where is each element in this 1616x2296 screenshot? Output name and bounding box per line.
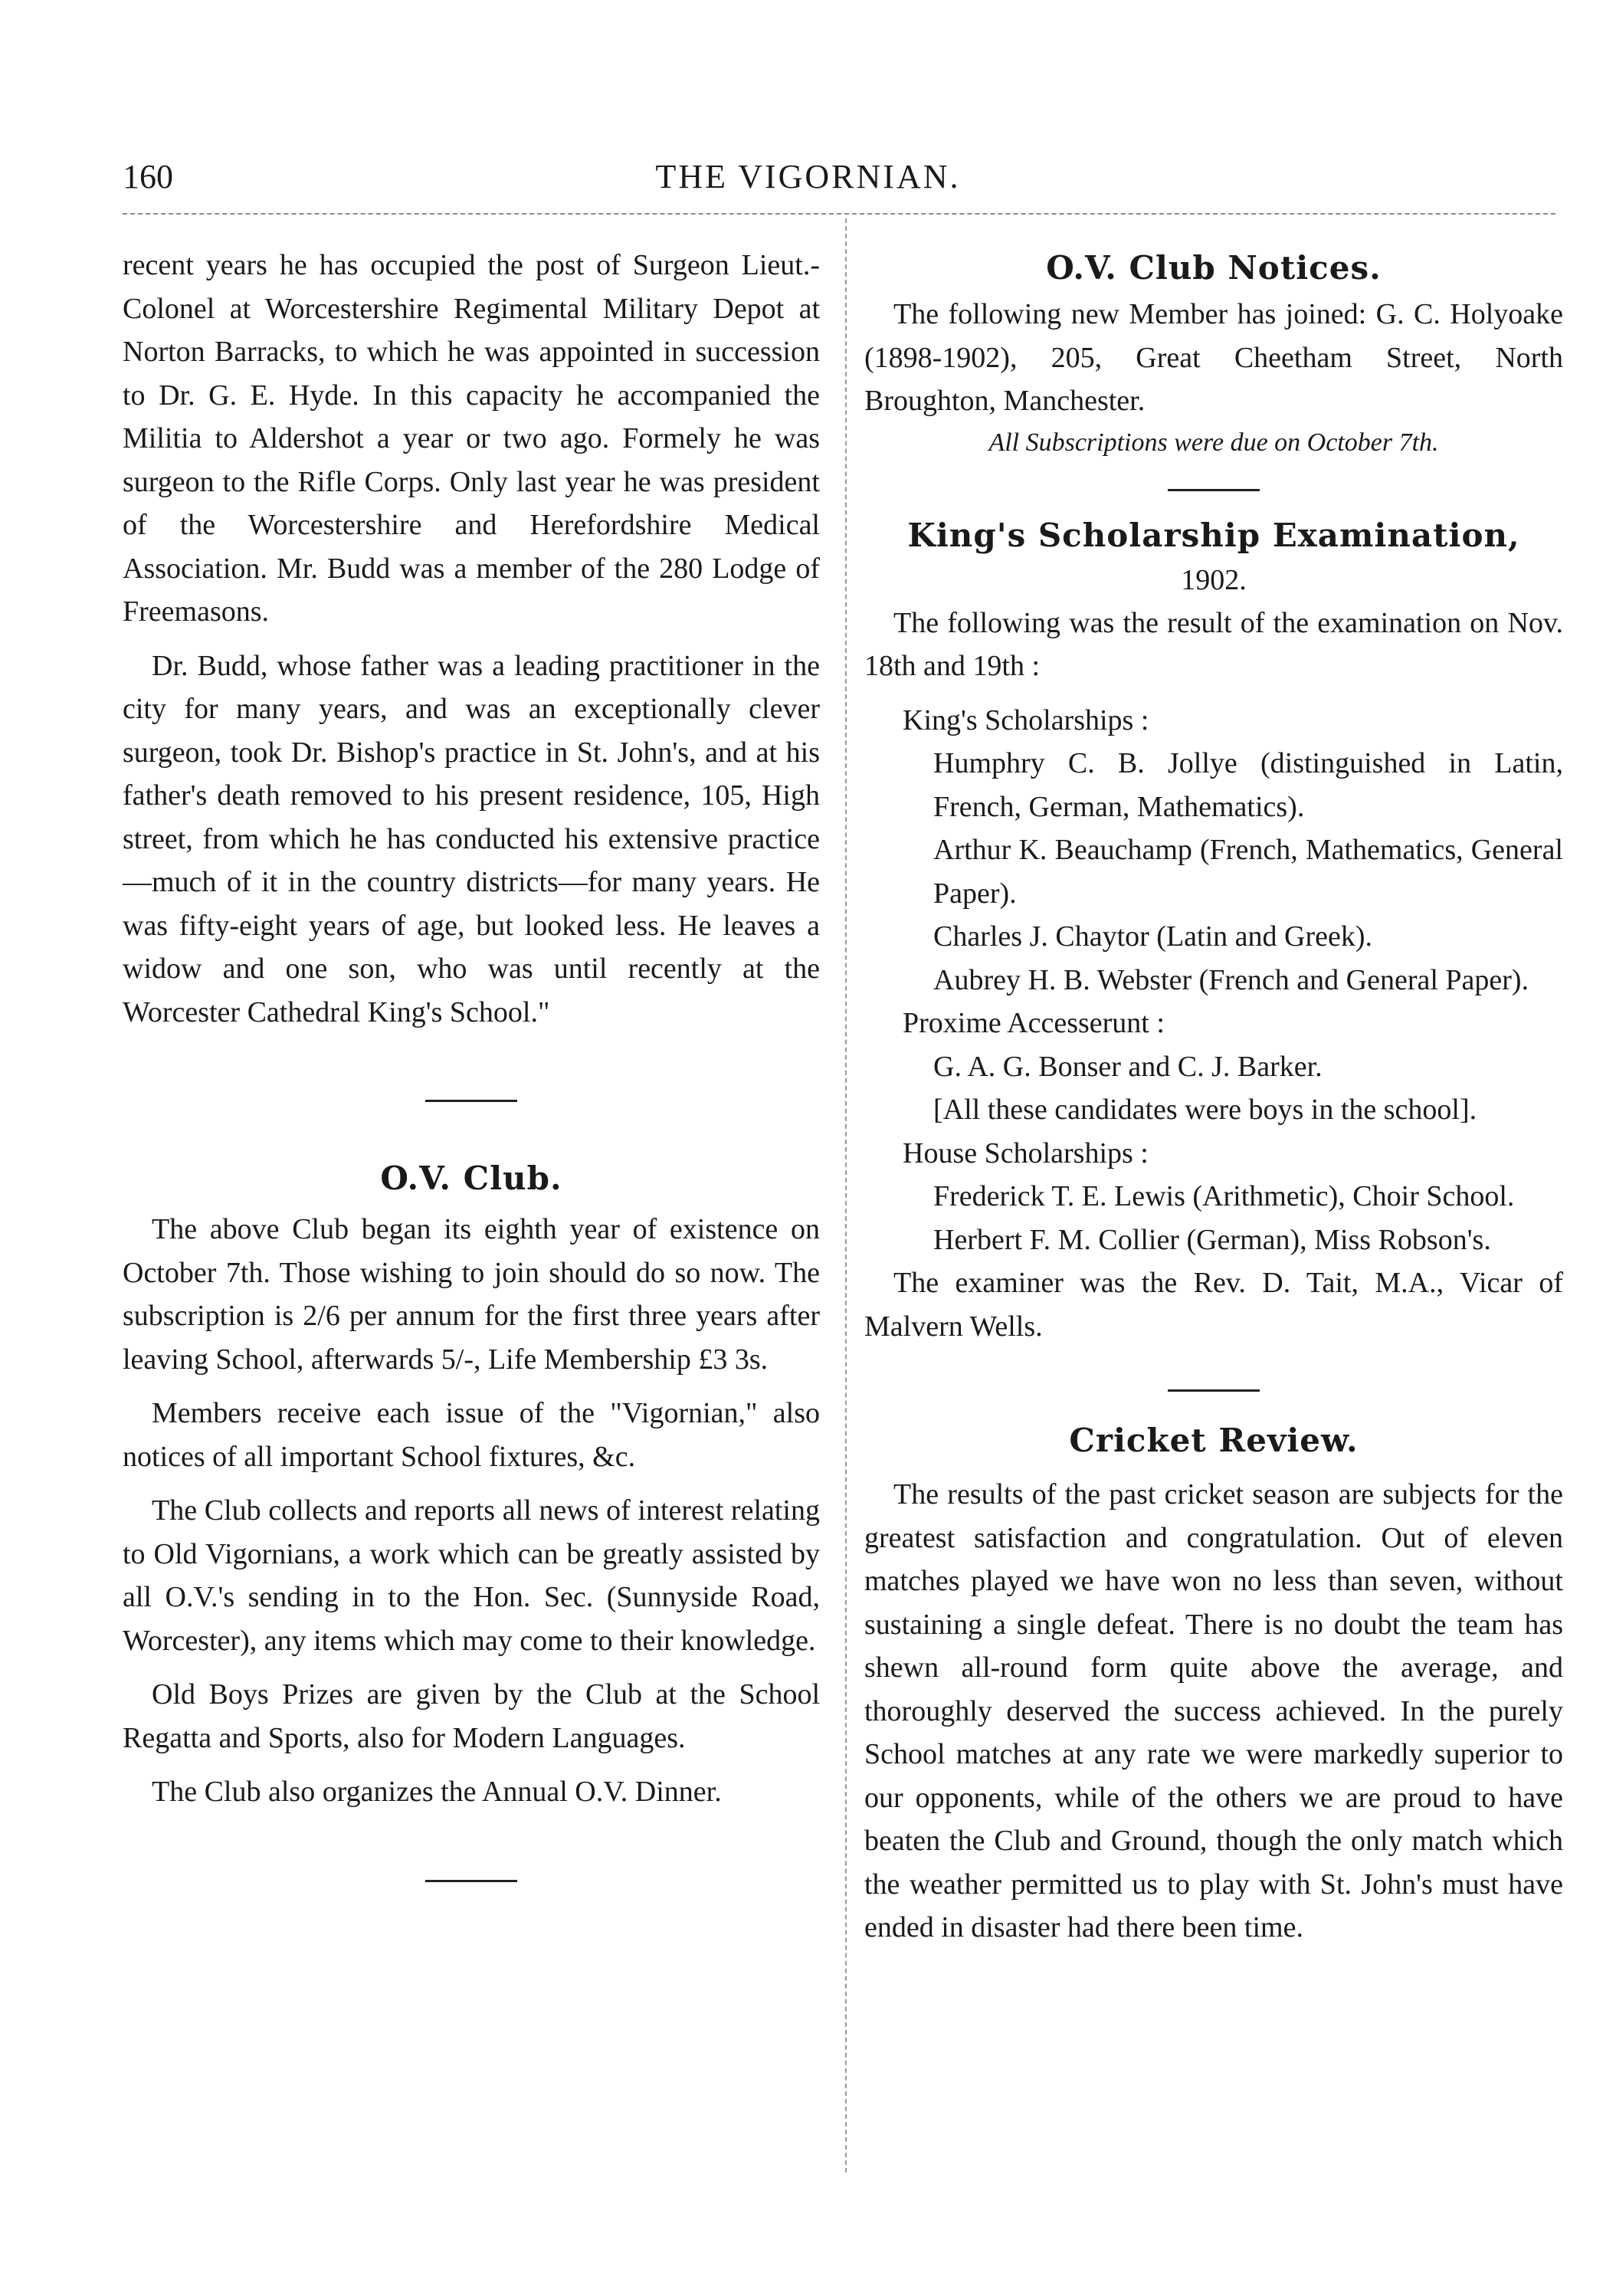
proxime-names: G. A. G. Bonser and C. J. Barker. (933, 1050, 1323, 1083)
club-notices-title: O.V. Club Notices. (1046, 249, 1382, 287)
club-notices-text: The following new Member has joined: G. C. Holyoake (1898-1902), 205, Great Cheetham Street, North Broughton, Manchester. (864, 298, 1563, 417)
obituary-paragraph-2: Dr. Budd, whose father was a leading practitioner in the city for many years, and was an exceptionally clever surgeon, took Dr. Bishop's practice in St. John's, and at his father's death removed to his present residence, 105, High street, from which he has conducted his extensive practice—much of it in the country districts—for many years. He was fifty-eight years of age, but looked less. He leaves a widow and one son, who was until recently at the Worcester Cathedral King's School." (123, 649, 820, 1028)
list-item: Aubrey H. B. Webster (French and General Paper). (933, 963, 1529, 996)
ov-club-paragraph-2: Members receive each issue of the "Vigornian," also notices of all important School fixtures, &c. (123, 1397, 820, 1473)
section-rule (425, 1100, 517, 1102)
cricket-review-text: The results of the past cricket season are subjects for the greatest satisfaction and congratulation. Out of eleven matches played we have won no less than seven, without sustaining a single defeat. There is no doubt the team has shewn all-round form quite above the average, and thoroughly deserved the success achieved. In the purely School matches at any rate we were markedly superior to our opponents, while of the others we are proud to have beaten the Club and Ground, though the only match which the weather permitted us to play with St. John's must have ended in disaster had there been time. (864, 1478, 1563, 1943)
ov-club-title: O.V. Club. (380, 1159, 562, 1197)
subscriptions-note: All Subscriptions were due on October 7th. (988, 428, 1439, 457)
section-rule (425, 1880, 517, 1882)
section-rule (1168, 489, 1260, 491)
kings-exam-intro: The following was the result of the examination on Nov. 18th and 19th : (864, 606, 1563, 682)
cricket-review-title: Cricket Review. (1069, 1422, 1359, 1459)
ov-club-paragraph-1: The above Club began its eighth year of existence on October 7th. Those wishing to join should do so now. The subscription is 2/6 per annum for the first three years after leaving School, afterwards 5/-, Life Membership £3 3s. (123, 1213, 820, 1376)
proxime-note: [All these candidates were boys in the school]. (933, 1094, 1477, 1126)
column-divider (845, 218, 847, 2173)
list-item: Frederick T. E. Lewis (Arithmetic), Choir School. (933, 1180, 1515, 1212)
kings-scholarships-heading: King's Scholarships : (903, 704, 1149, 736)
scholarship-list (864, 699, 1563, 1262)
house-scholarships-heading: House Scholarships : (903, 1137, 1149, 1169)
section-rule (1168, 1389, 1260, 1392)
list-item: Humphry C. B. Jollye (distinguished in Latin, French, German, Mathematics). (933, 747, 1563, 823)
list-item: Herbert F. M. Collier (German), Miss Robson's. (933, 1223, 1491, 1256)
examiner-text: The examiner was the Rev. D. Tait, M.A., Vicar of Malvern Wells. (864, 1267, 1563, 1343)
ov-club-paragraph-4: Old Boys Prizes are given by the Club at the School Regatta and Sports, also for Modern Languages. (123, 1678, 820, 1754)
header-rule (123, 213, 1555, 215)
list-item: Arthur K. Beauchamp (French, Mathematics, General Paper). (933, 834, 1563, 910)
left-column (123, 244, 820, 1882)
page-number: 160 (123, 158, 173, 195)
right-column (864, 245, 1563, 1950)
obituary-paragraph-1: recent years he has occupied the post of Surgeon Lieut.-Colonel at Worcestershire Regimental Military Depot at Norton Barracks, to which he was appointed in succession to Dr. G. E. Hyde. In this capacity he accompanied the Militia to Aldershot a year or two ago. Formely he was surgeon to the Rifle Corps. Only last year he was president of the Worcestershire and Herefordshire Medical Association. Mr. Budd was a member of the 280 Lodge of Freemasons. (123, 249, 820, 628)
ov-club-paragraph-3: The Club collects and reports all news of interest relating to Old Vigornians, a work which can be greatly assisted by all O.V.'s sending in to the Hon. Sec. (Sunnyside Road, Worcester), any items which may come to their knowledge. (123, 1494, 820, 1657)
list-item: Charles J. Chaytor (Latin and Greek). (933, 920, 1372, 953)
proxime-heading: Proxime Accesserunt : (903, 1007, 1165, 1039)
ov-club-paragraph-5: The Club also organizes the Annual O.V. Dinner. (152, 1776, 722, 1808)
journal-title: THE VIGORNIAN. (655, 158, 961, 195)
kings-exam-title: King's Scholarship Examination, (907, 516, 1520, 554)
kings-exam-year: 1902. (1181, 563, 1247, 596)
